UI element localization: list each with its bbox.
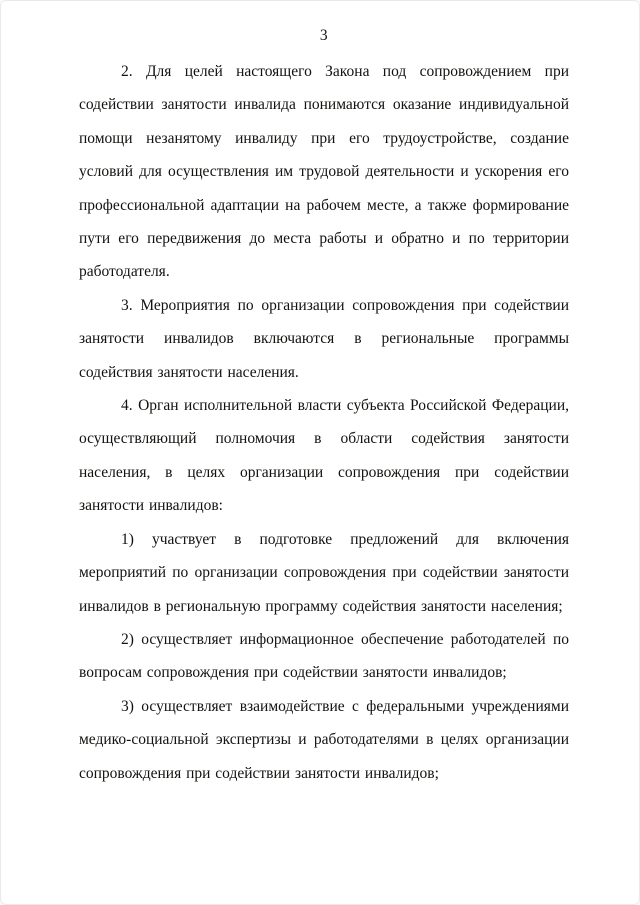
subitem-1: 1) участвует в подготовке предложений для включения мероприятий по организации сопровождения при содействии занятости инвалидов в региональную программу содействия занятости населения; — [79, 530, 569, 615]
subitem-3: 3) осуществляет взаимодействие с федеральными учреждениями медико-социальной экспертизы и работодателями в целях организации сопровождения при содействии занятости инвалидов; — [79, 697, 569, 782]
document-body — [79, 55, 569, 790]
subitem-2: 2) осуществляет информационное обеспечение работодателей по вопросам сопровождения при содействии занятости инвалидов; — [79, 630, 569, 682]
paragraph-3: 3. Мероприятия по организации сопровождения при содействии занятости инвалидов включаются в региональные программы содействия занятости населения. — [79, 296, 569, 381]
paragraph-2: 2. Для целей настоящего Закона под сопровождением при содействии занятости инвалида понимаются оказание индивидуальной помощи незанятому инвалиду при его трудоустройстве, создание условий для осуществления им трудовой деятельности и ускорения его профессиональной адаптации на рабочем месте, а также формирование пути его передвижения до места работы и обратно и по территории работодателя. — [79, 63, 569, 281]
page-number: 3 — [319, 27, 329, 44]
paragraph-4: 4. Орган исполнительной власти субъекта Российской Федерации, осуществляющий полномочия в области содействия занятости населения, в целях организации сопровождения при содействии занятости инвалидов: — [79, 397, 569, 515]
